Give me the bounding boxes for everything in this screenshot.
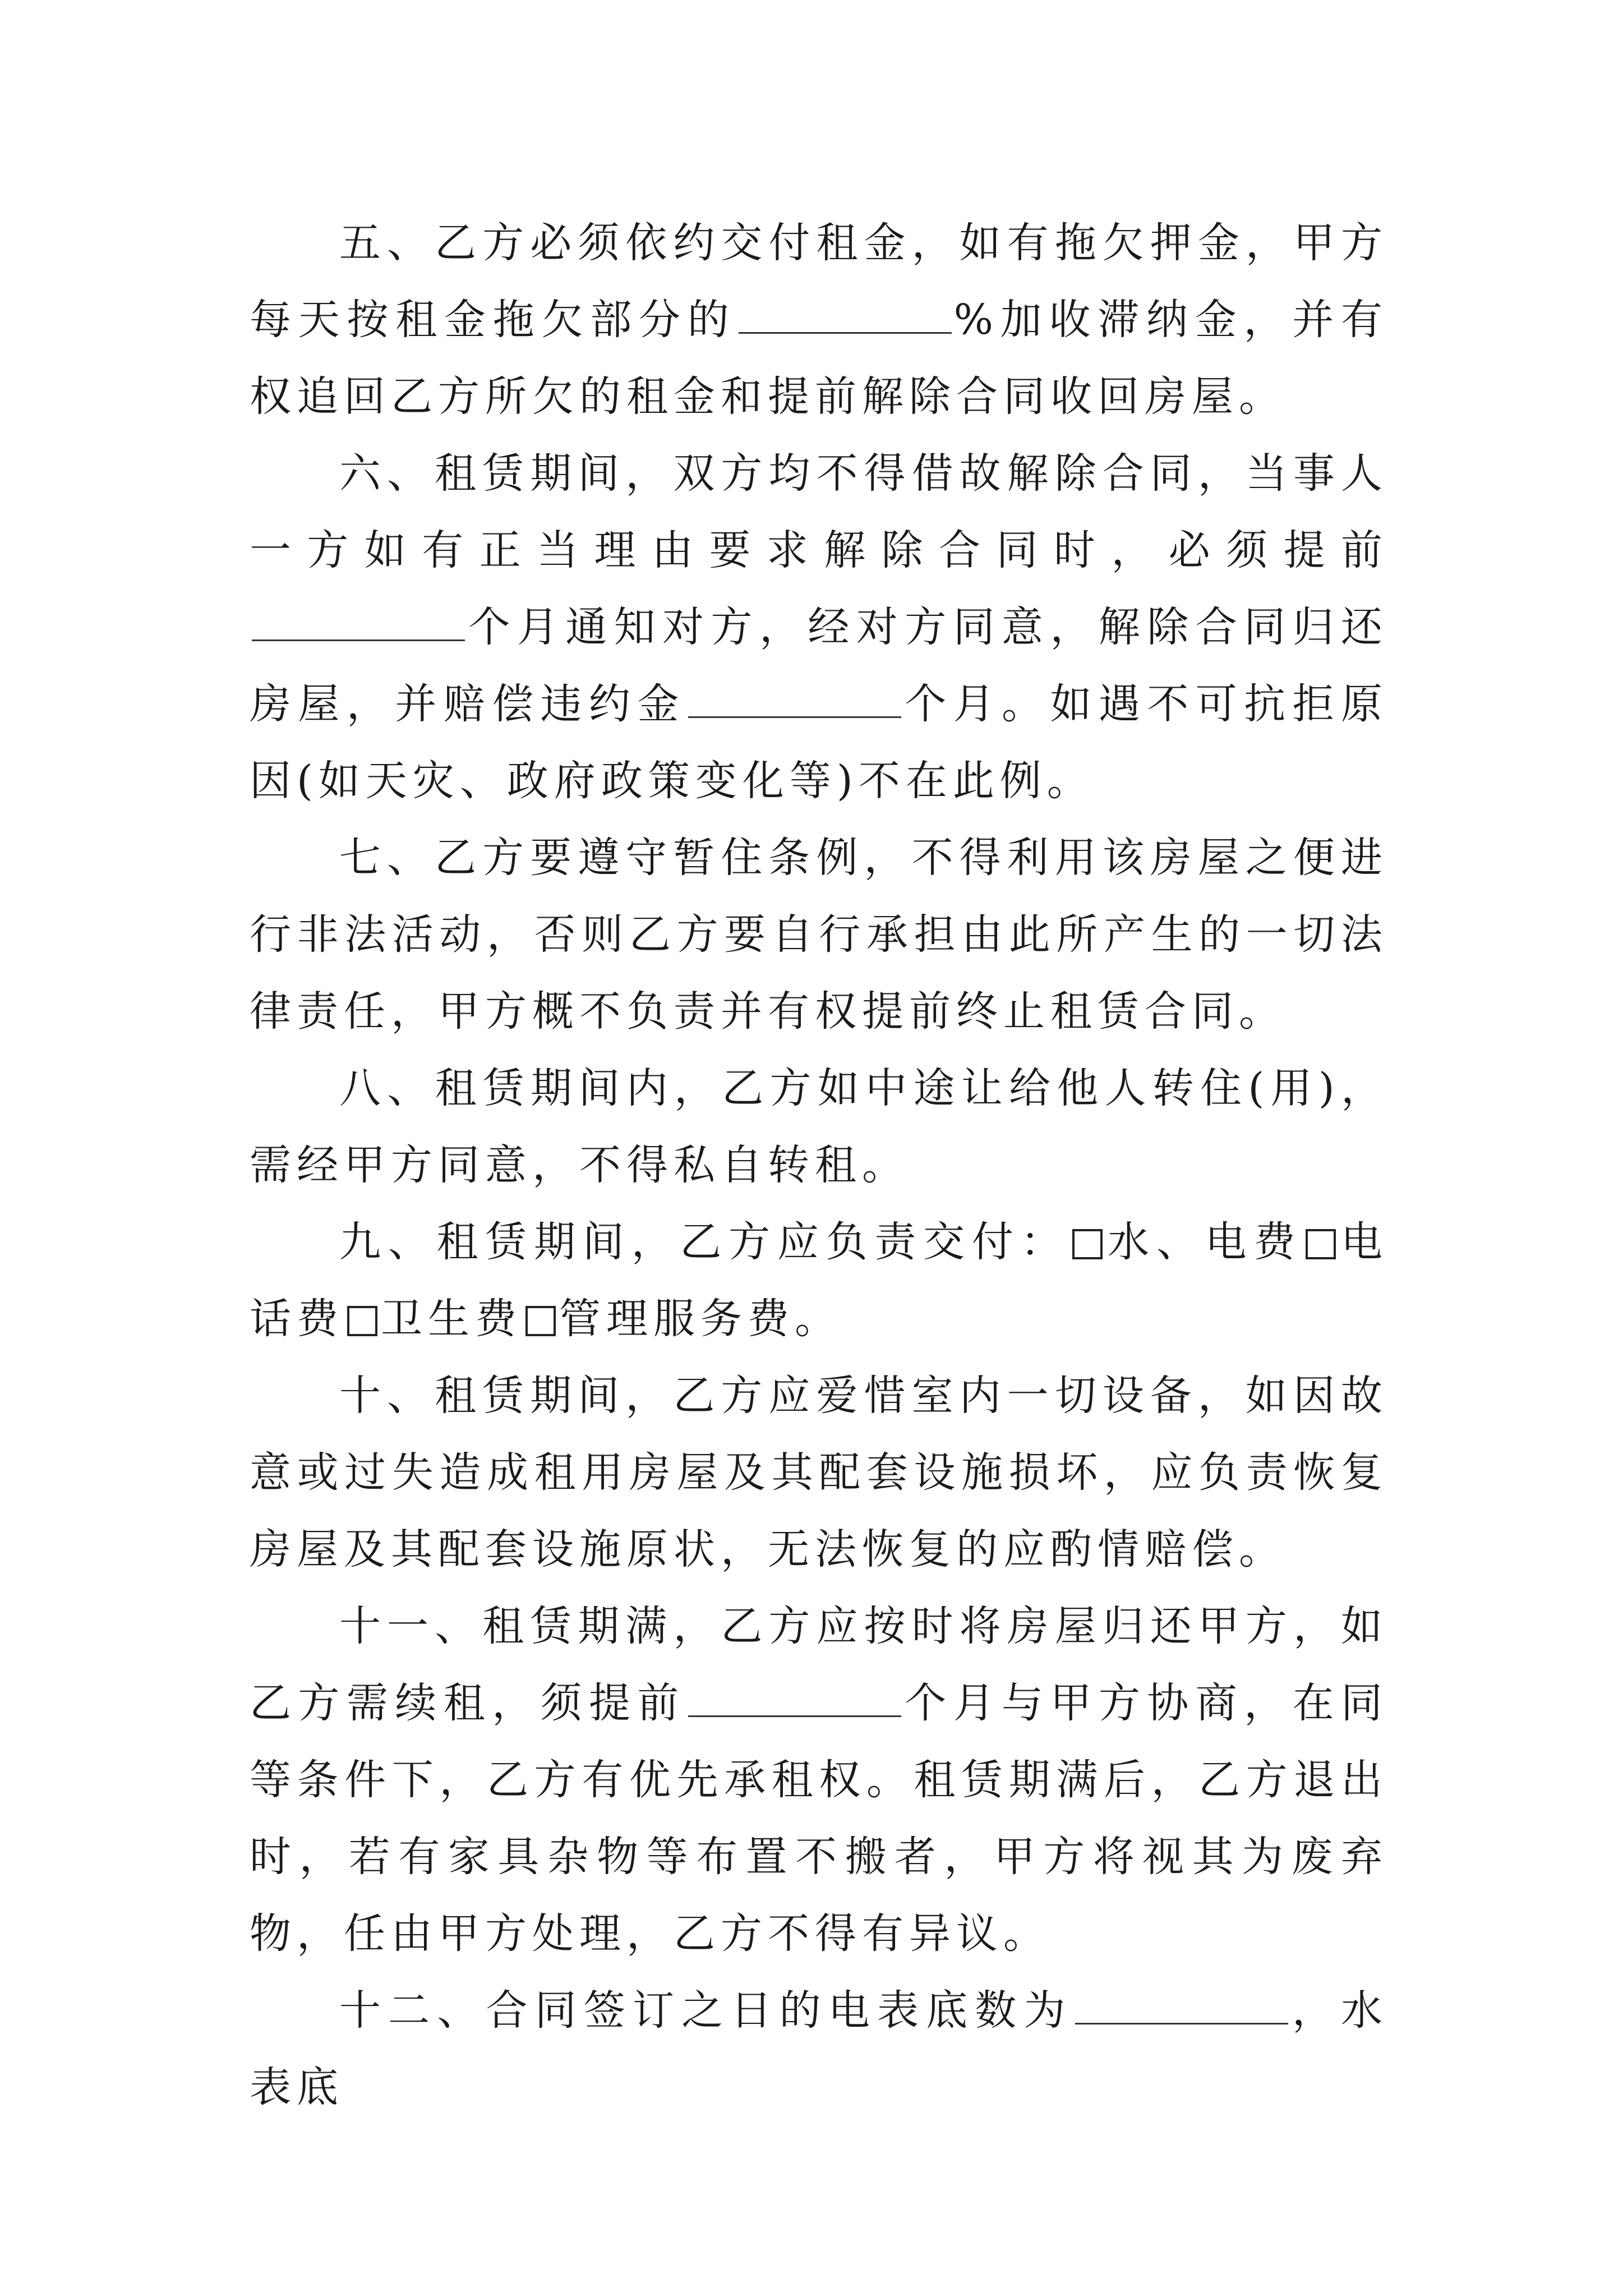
clause-7 bbox=[250, 820, 1388, 1050]
clause-9-option-1: 水、电费 bbox=[1106, 1218, 1303, 1266]
fill-blank bbox=[688, 1704, 901, 1717]
clause-9 bbox=[250, 1204, 1388, 1358]
clause-9-text-a: 九、租赁期间，乙方应负责交付： bbox=[339, 1218, 1069, 1266]
clause-7-text: 七、乙方要遵守暂住条例，不得利用该房屋之便进行非法活动，否则乙方要自行承担由此所产生的一切法律责任，甲方概不负责并有权提前终止租赁合同。 bbox=[250, 834, 1388, 1036]
clause-12 bbox=[250, 1972, 1388, 2126]
clause-11-text-a: 十一、租赁期满，乙方应按时将房屋归还甲方，如乙方需续租，须提前 bbox=[250, 1602, 1388, 1727]
checkbox-icon[interactable] bbox=[525, 1306, 556, 1336]
checkbox-icon[interactable] bbox=[1306, 1229, 1336, 1259]
clause-6-text-b: 个月通知对方，经对方同意，解除合同归还房屋，并赔偿违约金 bbox=[250, 603, 1388, 728]
clause-9-option-4: 管理服务费。 bbox=[559, 1295, 842, 1343]
clause-6-text-a: 六、租赁期间，双方均不得借故解除合同，当事人一方如有正当理由要求解除合同时，必须提前 bbox=[250, 449, 1388, 574]
checkbox-icon[interactable] bbox=[1072, 1229, 1103, 1259]
clause-11 bbox=[250, 1588, 1388, 1972]
clause-6-text-c: 个月。如遇不可抗拒原因(如天灾、政府政策变化等)不在此例。 bbox=[250, 680, 1389, 805]
clause-12-text-b: ，水表底 bbox=[250, 1986, 1389, 2111]
fill-blank bbox=[1075, 2012, 1288, 2024]
clause-12-text-a: 十二、合同签订之日的电表底数为 bbox=[339, 1986, 1073, 2035]
clause-8-text: 八、租赁期间内，乙方如中途让给他人转住(用)，需经甲方同意，不得私自转租。 bbox=[250, 1064, 1388, 1189]
clause-9-option-2: 电话费 bbox=[250, 1218, 1389, 1343]
contract-body bbox=[250, 205, 1388, 2126]
clause-10 bbox=[250, 1358, 1388, 1588]
checkbox-icon[interactable] bbox=[347, 1306, 377, 1336]
clause-5-text-b: %加收滞纳金，并有权追回乙方所欠的租金和提前解除合同收回房屋。 bbox=[250, 296, 1388, 421]
clause-9-option-3: 卫生费 bbox=[381, 1295, 522, 1343]
clause-5 bbox=[250, 205, 1388, 435]
clause-8 bbox=[250, 1050, 1388, 1204]
clause-11-text-b: 个月与甲方协商，在同等条件下，乙方有优先承租权。租赁期满后，乙方退出时，若有家具杂物等布置不搬者，甲方将视其为废弃物，任由甲方处理，乙方不得有异议。 bbox=[250, 1679, 1389, 1958]
fill-blank bbox=[688, 705, 901, 718]
fill-blank bbox=[739, 321, 952, 334]
fill-blank bbox=[252, 628, 465, 641]
clause-10-text: 十、租赁期间，乙方应爱惜室内一切设备，如因故意或过失造成租用房屋及其配套设施损坏，应负责恢复房屋及其配套设施原状，无法恢复的应酌情赔偿。 bbox=[250, 1372, 1388, 1573]
clause-6 bbox=[250, 435, 1388, 820]
clause-5-text-a: 五、乙方必须依约交付租金，如有拖欠押金，甲方每天按租金拖欠部分的 bbox=[250, 219, 1388, 344]
